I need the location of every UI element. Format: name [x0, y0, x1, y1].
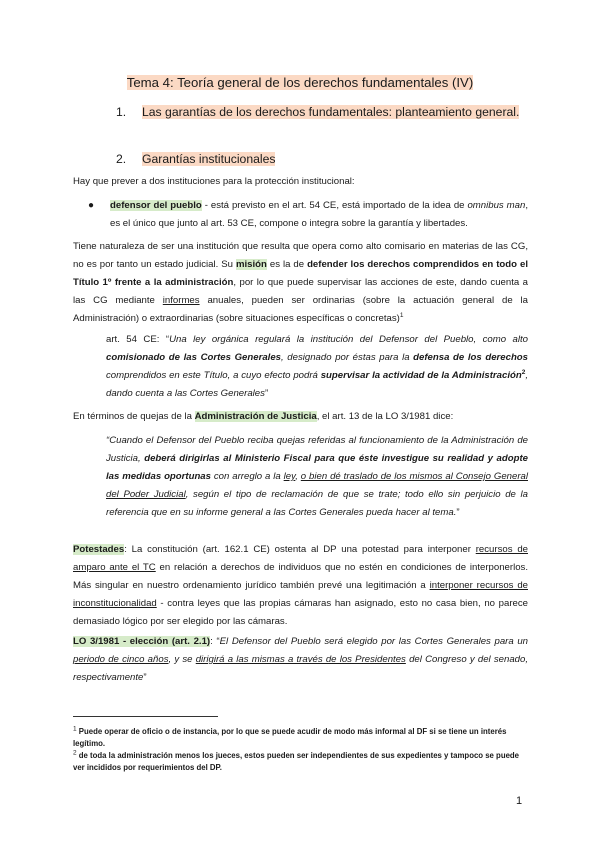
text-run: art. 54 CE: “	[106, 334, 170, 345]
underlined-run: recursos de amparo ante el TC	[73, 544, 528, 573]
underlined-run: interponer recursos de inconstitucionalidad	[73, 580, 528, 609]
underlined-run: o bien dé traslado de los mismos al Consejo General del Poder Judicial	[106, 471, 528, 500]
text-run: Tiene naturaleza de ser una institución que resulta que opera como alto comisario en materias de las CG, no es por tanto un estado judicial. Su	[73, 241, 528, 270]
quote-art54	[106, 331, 528, 403]
page-title	[0, 74, 600, 92]
italic-run: del Congreso y del senado, respectivamente	[73, 654, 529, 683]
bullet-term: defensor del pueblo	[110, 200, 202, 211]
footnote-ref[interactable]: 2	[521, 368, 526, 376]
text-run: , es el único que junto al art. 53 CE, compone o integra sobre la garantía y libertades.	[110, 200, 529, 229]
intro-paragraph: Hay que prever a dos instituciones para la protección institucional:	[73, 176, 355, 187]
footnote-2	[73, 750, 528, 774]
potestades-paragraph	[73, 541, 528, 631]
bold-run: comisionado de las Cortes Generales	[106, 352, 281, 363]
underlined-run: ley	[283, 471, 296, 482]
bold-run: defender los derechos comprendidos en todo el Título 1º frente a la administración	[73, 259, 528, 288]
text-run: anuales, pueden ser ordinarias (sobre la actuación general de la Administración) o extraordinarias (sobre situaciones específicas o concretas)	[73, 295, 529, 324]
text-run: En términos de quejas de la	[73, 411, 195, 422]
italic-run: Una ley orgánica regulará la institución del Defensor del Pueblo, como alto	[169, 334, 529, 345]
text-run: es la de	[266, 259, 308, 270]
bold-run: supervisar la actividad de la Administración	[320, 370, 522, 381]
text-run: - está previsto en el art. 54 CE, está importado de la idea de	[201, 200, 468, 211]
bullet-marker: ●	[88, 200, 95, 211]
text-run: ”	[264, 388, 269, 399]
underlined-run: periodo de cinco años	[73, 654, 169, 665]
section-number: 2.	[116, 152, 127, 166]
underlined-run: informes	[162, 295, 200, 306]
footnote-mark: 2	[73, 749, 77, 757]
page-number: 1	[516, 795, 523, 807]
title-text: Tema 4: Teoría general de los derechos fundamentales (IV)	[126, 75, 474, 90]
text-run: , el art. 13 de la LO 3/1981 dice:	[316, 411, 454, 422]
text-run: ”	[456, 507, 460, 518]
quote-art13	[106, 432, 528, 522]
footnote-text: de toda la administración menos los jueces, estos pueden ser independientes de sus expedientes y tampoco se puede ver incididos por requerimientos del DP.	[73, 751, 520, 772]
footnote-mark: 1	[73, 725, 77, 733]
underlined-run: dirigirá a las mismas a través de los Presidentes	[195, 654, 406, 665]
footnote-1	[73, 726, 528, 750]
text-run: : “	[210, 636, 220, 647]
italic-run: con arreglo a la	[210, 471, 284, 482]
highlight-term: LO 3/1981 - elección (art. 2.1)	[73, 636, 211, 647]
italic-run: , dando cuenta a las Cortes Generales	[106, 370, 529, 399]
footnote-separator	[73, 716, 218, 717]
bullet-text	[110, 197, 528, 233]
bold-run: defensa de los derechos	[413, 352, 529, 363]
text-run: ”	[143, 672, 147, 683]
italic-run: comprendidos en este Título, a cuyo efecto podrá	[106, 370, 321, 381]
text-run: - contra leyes que las propias cámaras han asignado, esto no casa bien, no parece demasiado lógico por ser elegido por las cámaras.	[73, 598, 528, 627]
italic-run: ,	[295, 471, 301, 482]
footnote-ref[interactable]: 1	[399, 311, 404, 319]
italic-run: omnibus man	[467, 200, 526, 211]
italic-run: , y se	[168, 654, 196, 665]
section-heading-1	[116, 103, 519, 121]
footnote-text: Puede operar de oficio o de instancia, por lo que se puede acudir de modo más informal al DF si se tiene un interés legítimo.	[73, 727, 507, 748]
highlight-term: Potestades	[73, 544, 125, 555]
italic-run: “Cuando el Defensor del Pueblo reciba quejas referidas al funcionamiento de la Administración de Justicia,	[106, 435, 528, 464]
italic-run: , designado por éstas para la	[281, 352, 414, 363]
italic-run: , según el tipo de reclamación de que se trate; todo ello sin perjuicio de la referencia que en su informe general a las Cortes Generales pueda hacer al tema.	[106, 489, 528, 518]
text-run: en relación a derechos de individuos que no estén en condiciones de interponerlos. Más singular en nuestro ordenamiento jurídico también prevé una legitimación a	[73, 562, 529, 591]
section-text: Garantías institucionales	[142, 152, 276, 166]
section-heading-2	[116, 150, 275, 168]
highlight-term: Administración de Justicia	[194, 411, 317, 422]
quejas-paragraph	[73, 408, 528, 426]
main-paragraph	[73, 238, 528, 328]
bold-run: deberá dirigirlas al Ministerio Fiscal para que éste investigue su realidad y adopte las medidas oportunas	[106, 453, 528, 482]
highlight-term: misión	[235, 259, 267, 270]
text-run: , por lo que puede supervisar las acciones de este, dando cuenta a las CG mediante	[73, 277, 528, 306]
section-number: 1.	[116, 105, 127, 119]
italic-run: El Defensor del Pueblo será elegido por las Cortes Generales para un	[219, 636, 528, 647]
lo-eleccion-paragraph	[73, 633, 528, 687]
text-run: : La constitución (art. 162.1 CE) ostenta al DP una potestad para interponer	[124, 544, 476, 555]
section-text: Las garantías de los derechos fundamentales: planteamiento general.	[142, 105, 520, 119]
